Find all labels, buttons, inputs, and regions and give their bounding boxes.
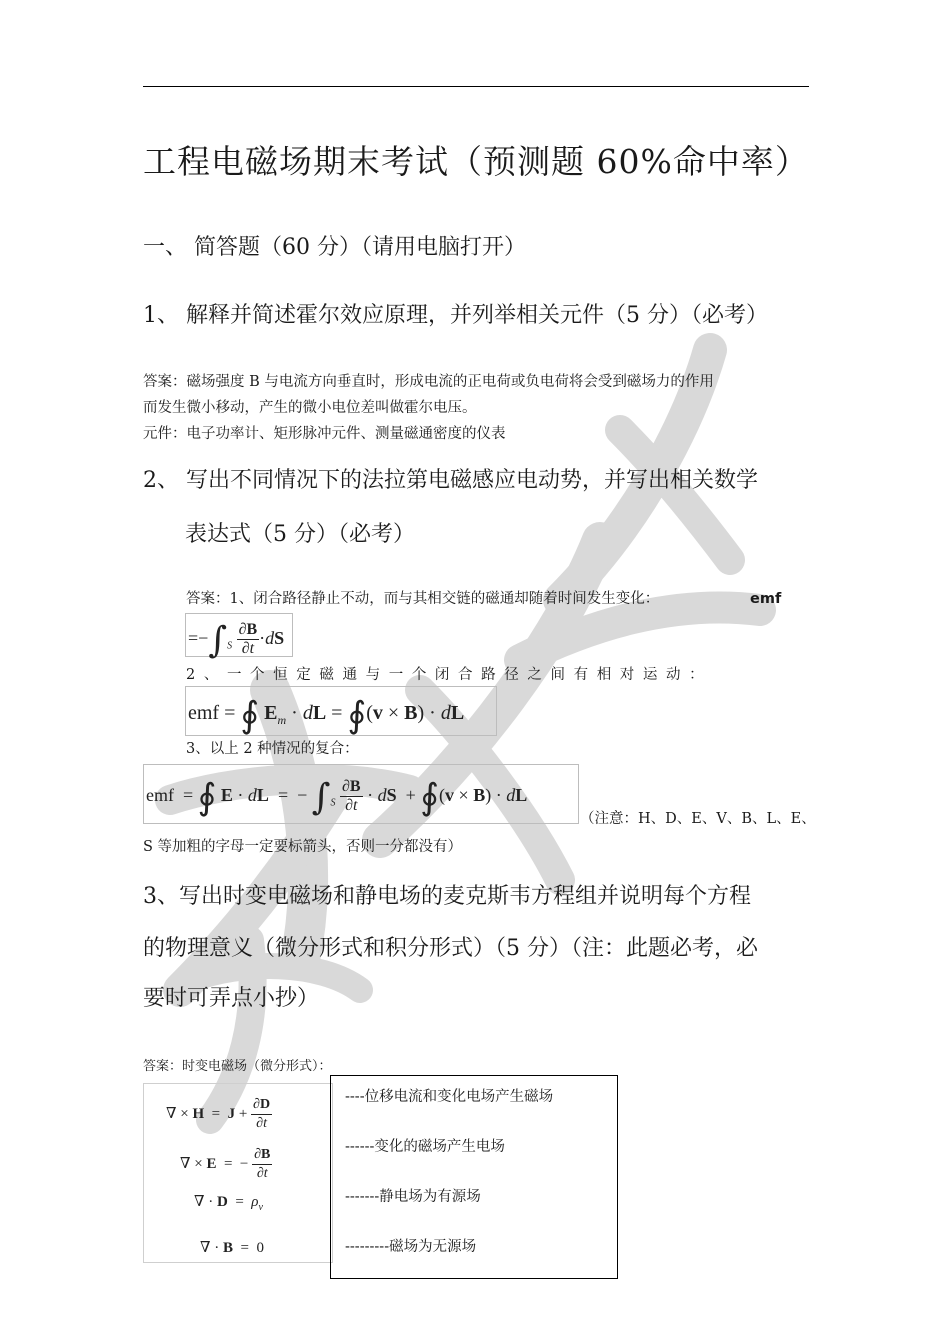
meaning-4: ---------磁场为无源场	[345, 1239, 477, 1255]
q2-case-3-label: 3、以上 2 种情况的复合：	[186, 741, 359, 757]
question-2-line-2: 表达式（5 分）（必考）	[185, 522, 415, 547]
meaning-3: -------静电场为有源场	[345, 1189, 481, 1205]
q2-note-line-1: （注意：H、D、E、V、B、L、E、	[580, 811, 816, 827]
q1-answer-line-3: 元件：电子功率计、矩形脉冲元件、测量磁通密度的仪表	[143, 426, 506, 442]
question-3-line-3: 要时可弄点小抄）	[143, 986, 320, 1011]
formula-emf-transformer: $=-\int_S$ $\frac{\partial B}{\partial t}$ ·dS	[185, 613, 293, 657]
question-2-line-1: 2、 写出不同情况下的法拉第电磁感应电动势，并写出相关数学	[143, 468, 758, 493]
meaning-2: ------变化的磁场产生电场	[345, 1139, 505, 1155]
formula-emf-combined: emf = ∮ E · dL = − $\int_S$ $\frac{\partial B}{\partial t}$ · dS + ∮(v × B) · dL	[143, 764, 579, 824]
q1-answer-line-2: 而发生微小移动，产生的微小电位差叫做霍尔电压。	[143, 400, 477, 416]
equation-meanings-box	[330, 1075, 618, 1279]
q3-answer-label: 答案：时变电磁场（微分形式）：	[143, 1059, 332, 1074]
top-rule	[143, 86, 809, 87]
maxwell-equations: ∇ × H = J + $\frac{\partial D}{\partial t}$ ∇ × E = − $\frac{\partial B}{\partial t}$ ∇ · $D = \rho_v$ ∇ · B = 0	[143, 1083, 333, 1263]
question-3-line-2: 的物理意义（微分形式和积分形式）（5 分）（注：此题必考，必	[143, 936, 758, 961]
formula-emf-motional: emf = ∮ $E_m$ · dL = ∮(v × B) · dL	[185, 686, 497, 736]
question-1: 1、 解释并简述霍尔效应原理，并列举相关元件（5 分）（必考）	[143, 303, 768, 328]
question-3-line-1: 3、写出时变电磁场和静电场的麦克斯韦方程组并说明每个方程	[143, 884, 751, 909]
section-heading: 一、 简答题（60 分）（请用电脑打开）	[143, 235, 526, 260]
q1-answer-line-1: 答案：磁场强度 B 与电流方向垂直时，形成电流的正电荷或负电荷将会受到磁场力的作用	[143, 374, 714, 390]
q2-case-2-label: 2 、 一 个 恒 定 磁 通 与 一 个 闭 合 路 径 之 间 有 相 对 运 动 ：	[186, 667, 706, 683]
q2-note-line-2: S 等加粗的字母一定要标箭头，否则一分都没有）	[143, 839, 463, 855]
meaning-1: ----位移电流和变化电场产生磁场	[345, 1089, 554, 1105]
page-title: 工程电磁场期末考试（预测题 60%命中率）	[143, 142, 809, 181]
q2-case-1-emf: emf	[750, 591, 782, 607]
q2-case-1-label: 答案：1、闭合路径静止不动，而与其相交链的磁通却随着时间发生变化：	[186, 591, 660, 607]
